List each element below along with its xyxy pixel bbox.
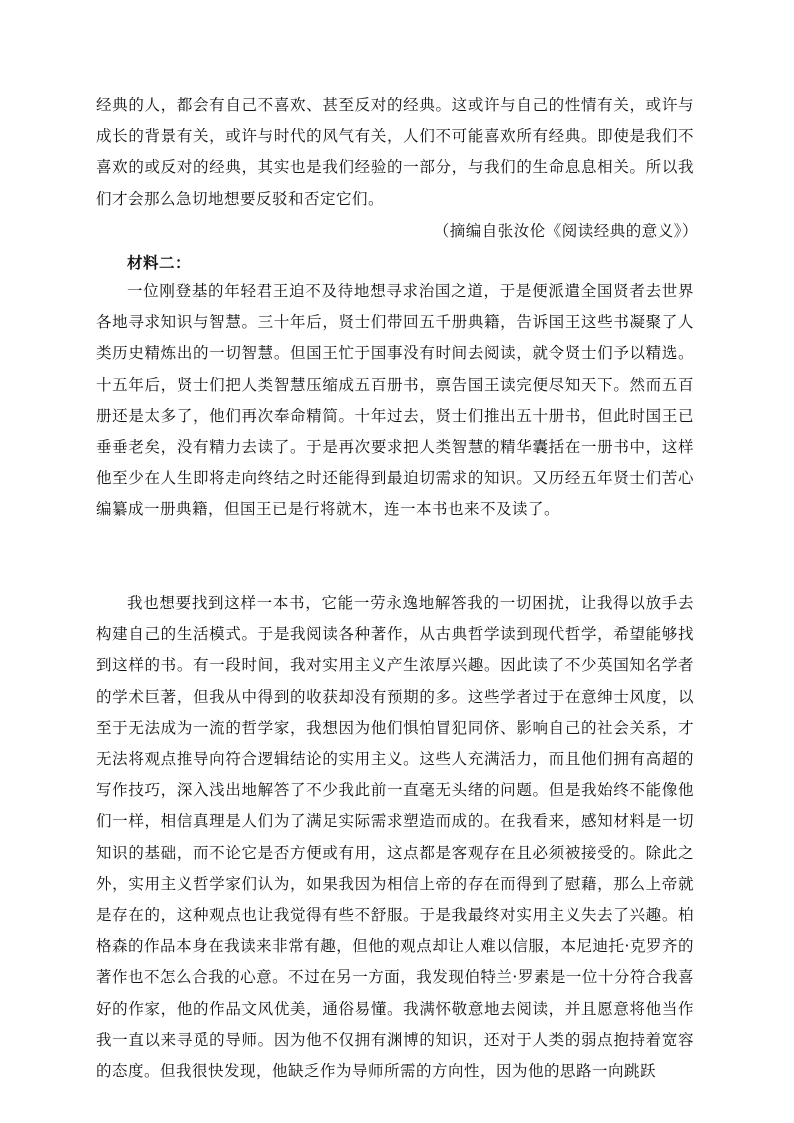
source-citation: （摘编自张汝伦《阅读经典的意义》） <box>433 222 698 240</box>
material-one-tail-paragraph: 经典的人，都会有自己不喜欢、甚至反对的经典。这或许与自己的性情有关，或许与成长的背景有关，或许与时代的风气有关，人们不可能喜欢所有经典。即使是我们不喜欢的或反对的经典，其实也是我们经验的一部分，与我们的生命息息相关。所以我们才会那么急切地想要反驳和否定它们。 <box>96 96 694 208</box>
material-two-heading: 材料二： <box>127 253 192 272</box>
material-two-paragraph-king: 一位刚登基的年轻君王迫不及待地想寻求治国之道，于是便派遣全国贤者去世界各地寻求知识与智慧。三十年后，贤士们带回五千册典籍，告诉国王这些书凝聚了人类历史精炼出的一切智慧。但国王忙于国事没有时间去阅读，就令贤士们予以精选。十五年后，贤士们把人类智慧压缩成五百册书，禀告国王读完便尽知天下。然而五百册还是太多了，他们再次奉命精简。十年过去，贤士们推出五十册书，但此时国王已垂垂老矣，没有精力去读了。于是再次要求把人类智慧的精华囊括在一册书中，这样他至少在人生即将走向终结之时还能得到最迫切需求的知识。又历经五年贤士们苦心编纂成一册典籍，但国王已是行将就木，连一本书也来不及读了。 <box>96 282 694 519</box>
material-two-paragraph-search: 我也想要找到这样一本书，它能一劳永逸地解答我的一切困扰，让我得以放手去构建自己的生活模式。于是我阅读各种著作，从古典哲学读到现代哲学，希望能够找到这样的书。有一段时间，我对实用主义产生浓厚兴趣。因此读了不少英国知名学者的学术巨著，但我从中得到的收获却没有预期的多。这些学者过于在意绅士风度，以至于无法成为一流的哲学家，我想因为他们惧怕冒犯同侪、影响自己的社会关系，才无法将观点推导向符合逻辑结论的实用主义。这些人充满活力，而且他们拥有高超的写作技巧，深入浅出地解答了不少我此前一直毫无头绪的问题。但是我始终不能像他们一样，相信真理是人们为了满足实际需求塑造而成的。在我看来，感知材料是一切知识的基础，而不论它是否方便或有用，这点都是客观存在且必须被接受的。除此之外，实用主义哲学家们认为，如果我因为相信上帝的存在而得到了慰藉，那么上帝就是存在的，这种观点也让我觉得有些不舒服。于是我最终对实用主义失去了兴趣。柏格森的作品本身在我读来非常有趣，但他的观点却让人难以信服，本尼迪托·克罗齐的著作也不怎么合我的心意。不过在另一方面，我发现伯特兰·罗素是一位十分符合我喜好的作家，他的作品文风优美，通俗易懂。我满怀敬意地去阅读，并且愿意将他当作我一直以来寻觅的导师。因为他不仅拥有渊博的知识，还对于人类的弱点抱持着宽容的态度。但我很快发现，他缺乏作为导师所需的方向性，因为他的思路一向跳跃 <box>96 594 694 1081</box>
